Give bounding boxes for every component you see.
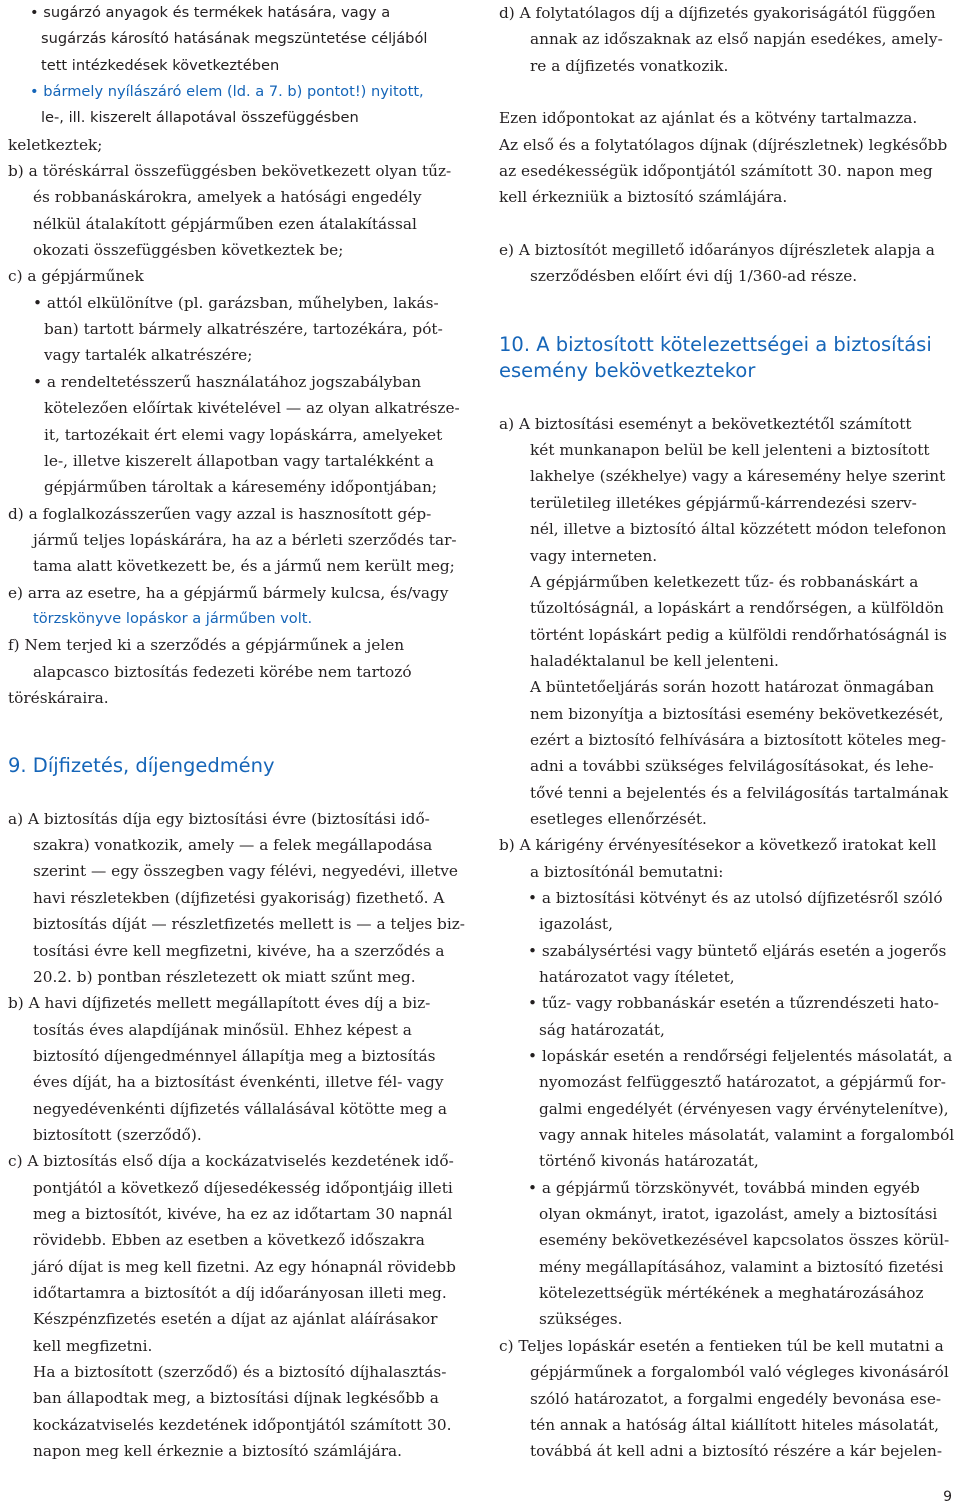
text-line: c) a gépjárműnek [8,267,144,286]
text-line: le-, illetve kiszerelt állapotban vagy tartalékként a [44,451,434,470]
text-line: kockázatviselés kezdetének időpontjától számított 30. [33,1415,452,1434]
exclusions-list [8,0,470,711]
text-line: tűzoltóságnál, a lopáskárt a rendőrségen, a külföldön [530,599,944,618]
page-number: 9 [943,1489,952,1505]
text-line: okozati összefüggésben következtek be; [33,241,344,260]
text-line: galmi engedélyét (érvényesen vagy érvénytelenítve), [539,1099,949,1118]
text-line: történt lopáskárt pedig a külföldi rendőrhatóságnál is [530,625,947,644]
text-line: ban) tartott bármely alkatrészére, tartozékára, pót- [44,320,443,339]
text-line: • szabálysértési vagy büntető eljárás esetén a jogerős [528,941,947,960]
text-line: b) A havi díjfizetés mellett megállapított éves díj a biz- [8,994,431,1013]
text-line: d) a foglalkozásszerűen vagy azzal is hasznosított gép- [8,504,432,523]
text-line: A büntetőeljárás során hozott határozat önmagában [530,678,934,697]
text-line: adni a további szükséges felvilágosításokat, és lehe- [530,757,934,776]
text-line: kell megfizetni. [33,1336,153,1355]
text-line: tosítás éves alapdíjának minősül. Ehhez képest a [33,1020,412,1039]
text-line: b) a töréskárral összefüggésben bekövetkezett olyan tűz- [8,162,452,181]
text-line: Ezen időpontokat az ajánlat és a kötvény tartalmazza. [499,109,918,128]
text-line: f) Nem terjed ki a szerződés a gépjárműnek a jelen [8,636,405,655]
text-line: keletkeztek; [8,135,103,154]
text-line: havi részletekben (díjfizetési gyakoriság) fizethető. A [33,888,445,907]
text-line: annak az időszaknak az első napján esedékes, amely- [530,30,943,49]
text-line: Készpénzfizetés esetén a díjat az ajánlat aláírásakor [33,1310,438,1329]
text-line: napon meg kell érkeznie a biztosító számlájára. [33,1442,403,1461]
text-line: lakhelye (székhelye) vagy a káresemény helye szerint [530,467,946,486]
text-line: alapcasco biztosítás fedezeti körébe nem tartozó [33,662,412,681]
text-line [499,211,954,237]
text-line: időtartamra a biztosítót a díj időarányosan illeti meg. [33,1283,447,1302]
text-line: ság határozatát, [539,1020,665,1039]
text-line: az esedékességük időpontjától számított 30. napon meg [499,162,933,181]
text-line: ezért a biztosító felhívására a biztosított köteles meg- [530,730,947,749]
text-line: szerint — egy összegben vagy félévi, negyedévi, illetve [33,862,458,881]
text-line: biztosító díjengedménnyel állapítja meg a biztosítás [33,1046,436,1065]
text-line: éves díját, ha a biztosítást évenkénti, illetve fél- vagy [33,1073,444,1092]
text-line: nélkül átalakított gépjárműben ezen átalakítással [33,214,417,233]
text-line: nyomozást felfüggesztő határozatot, a gépjármű for- [539,1073,946,1092]
text-line: haladéktalanul be kell jelenteni. [530,651,779,670]
text-line: gépjárműben tároltak a káresemény időpontjában; [44,478,438,497]
text-line: biztosított (szerződő). [33,1125,202,1144]
text-line: biztosítás díját — részletfizetés mellett is — a teljes biz- [33,915,465,934]
text-line: • a biztosítási kötvényt és az utolsó díjfizetésről szóló [528,888,943,907]
text-line: kell érkezniük a biztosító számlájára. [499,188,788,207]
text-line: továbbá át kell adni a biztosító részére a kár bejelen- [530,1442,943,1461]
section-10-heading-line1: 10. A biztosított kötelezettségei a biztosítási [499,332,932,356]
text-line: d) A folytatólagos díj a díjfizetés gyakoriságától függően [499,4,936,22]
text-line: gépjárműnek a forgalomból való végleges kivonásáról [530,1363,949,1382]
section-10-body [499,411,954,1465]
text-line: • bármely nyílászáró elem (ld. a 7. b) pontot!) nyitott, [30,83,424,101]
text-line: esemény bekövetkezésével kapcsolatos összes körül- [539,1231,950,1250]
text-line: olyan okmányt, iratot, igazolást, amely a biztosítási [539,1205,938,1224]
text-line: 20.2. b) pontban részletezett ok miatt szűnt meg. [33,967,416,986]
text-line: sugárzás károsító hatásának megszüntetése céljából [41,30,428,48]
text-line: vagy interneten. [530,546,658,565]
text-line: szóló határozatot, a forgalmi engedély bevonása ese- [530,1389,942,1408]
text-line: • attól elkülönítve (pl. garázsban, műhelyben, lakás- [33,293,439,312]
text-line: rövidebb. Ebben az esetben a következő időszakra [33,1231,425,1250]
text-line: tosítási évre kell megfizetni, kivéve, ha a szerződés a [33,941,445,960]
text-line: mény megállapításához, valamint a biztosító fizetési [539,1257,944,1276]
text-line: jármű teljes lopáskárára, ha az a bérleti szerződés tar- [33,530,457,549]
text-line: e) A biztosítót megillető időarányos díjrészletek alapja a [499,241,935,260]
text-line: b) A kárigény érvényesítésekor a következő iratokat kell [499,836,937,855]
text-line: le-, ill. kiszerelt állapotával összefüggésben [41,109,359,127]
left-column [8,0,470,1464]
text-line: tett intézkedések következtében [41,56,280,74]
text-line: szükséges. [539,1310,623,1329]
text-line: határozatot vagy ítéletet, [539,968,735,986]
text-line: negyedévenkénti díjfizetés vállalásával kötötte meg a [33,1099,448,1118]
text-line: c) Teljes lopáskár esetén a fentieken túl be kell mutatni a [499,1336,944,1355]
section-10-heading-line2: esemény bekövetkeztekor [499,359,756,383]
text-line: e) arra az esetre, ha a gépjármű bármely kulcsa, és/vagy [8,583,449,602]
section-9-body [8,806,470,1465]
text-line: • lopáskár esetén a rendőrségi feljelentés másolatát, a [528,1047,953,1066]
text-line: szakra) vonatkozik, amely — a felek megállapodása [33,836,433,855]
text-line: c) A biztosítás első díja a kockázatviselés kezdetének idő- [8,1152,454,1171]
text-line: két munkanapon belül be kell jelenteni a biztosított [530,441,930,460]
text-line: tén annak a hatóság által kiállított hiteles másolatát, [530,1415,940,1434]
text-line: igazolást, [539,915,613,934]
text-line: re a díjfizetés vonatkozik. [530,56,729,75]
text-line: és robbanáskárokra, amelyek a hatósági engedély [33,188,422,207]
text-line: it, tartozékait ért elemi vagy lopáskárra, amelyeket [44,425,443,444]
fee-payment-continued [499,0,954,290]
text-line: törzskönyve lopáskor a járműben volt. [33,609,313,627]
text-line: töréskáraira. [8,688,109,707]
text-line: vagy annak hiteles másolatát, valamint a forgalomból [539,1126,955,1145]
text-line: területileg illetékes gépjármű-kárrendezési szerv- [530,493,917,512]
text-line: esetleges ellenőrzését. [530,809,707,828]
text-line: történő kivonás határozatát, [539,1152,759,1171]
text-line: járó díjat is meg kell fizetni. Az egy hónapnál rövidebb [33,1257,456,1276]
section-9-heading: 9. Díjfizetés, díjengedmény [8,754,275,778]
right-column [499,0,954,1465]
text-line: vagy tartalék alkatrészére; [44,346,253,365]
text-line: Ha a biztosított (szerződő) és a biztosító díjhalasztás- [33,1363,447,1381]
text-line: a) A biztosítás díja egy biztosítási évre (biztosítási idő- [8,809,430,828]
text-line: tővé tenni a bejelentés és a felvilágosítás tartalmának [530,783,949,802]
text-line: • a rendeltetésszerű használatához jogszabályban [33,372,422,391]
text-line: szerződésben előírt évi díj 1/360-ad része. [530,267,858,286]
text-line: pontjától a következő díjesedékesség időpontjáig illeti [33,1178,453,1197]
text-line: meg a biztosítót, kivéve, ha ez az időtartam 30 napnál [33,1204,453,1223]
text-line: a biztosítónál bemutatni: [530,862,724,881]
text-line: • tűz- vagy robbanáskár esetén a tűzrendészeti hato- [528,994,939,1013]
text-line: kötelezően előírtak kivételével — az olyan alkatrésze- [44,399,460,418]
text-line: Az első és a folytatólagos díjnak (díjrészletnek) legkésőbb [499,135,948,154]
text-line: nem bizonyítja a biztosítási esemény bekövetkezését, [530,704,944,723]
text-line: A gépjárműben keletkezett tűz- és robbanáskárt a [530,572,919,591]
text-line: ban állapodtak meg, a biztosítási díjnak legkésőbb a [33,1389,439,1408]
text-line: nél, illetve a biztosító által közzétett módon telefonon [530,520,947,539]
text-line: • sugárzó anyagok és termékek hatására, vagy a [30,4,391,21]
text-line: kötelezettségük mértékének a meghatározásához [539,1284,924,1303]
text-line: tama alatt következett be, és a jármű nem került meg; [33,557,455,576]
text-line: • a gépjármű törzskönyvét, továbbá minden egyéb [528,1178,920,1197]
text-line: a) A biztosítási eseményt a bekövetkeztétől számított [499,414,912,433]
text-line [499,79,954,105]
